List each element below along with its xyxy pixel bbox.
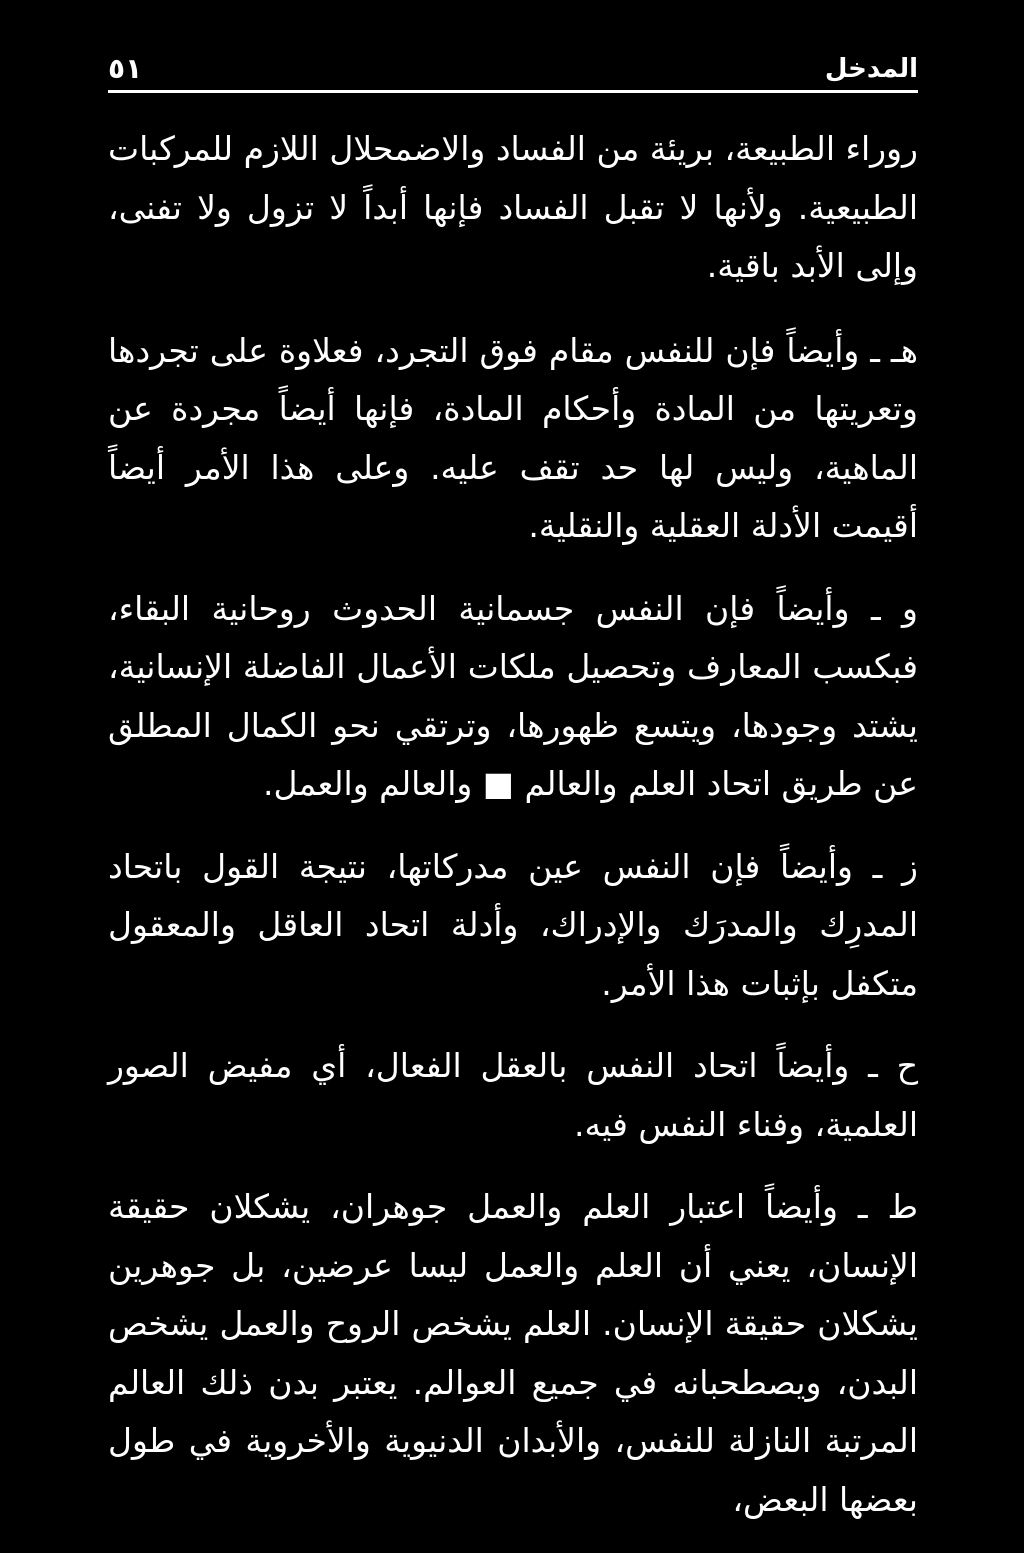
paragraph-intro: روراء الطبيعة، بريئة من الفساد والاضمحلال اللازم للمركبات الطبيعية. ولأنها لا تقبل الفساد فإنها أبداً لا تزول ولا تفنى، وإلى الأبد باقية. <box>108 129 918 285</box>
paragraph-he: هـ ـ وأيضاً فإن للنفس مقام فوق التجرد، فعلاوة على تجردها وتعريتها من المادة وأحكام المادة، فإنها أيضاً مجردة عن الماهية، وليس لها حد تقف عليه. وعلى هذا الأمر أيضاً أقيمت الأدلة العقلية والنقلية. <box>108 330 918 545</box>
running-head <box>108 48 918 88</box>
paragraph-ta: ط ـ وأيضاً اعتبار العلم والعمل جوهران، يشكلان حقيقة الإنسان، يعني أن العلم والعمل ليسا عرضين، بل جوهرين يشكلان حقيقة الإنسان. العلم يشخص الروح والعمل يشخص البدن، ويصطحبانه في جميع العوالم. يعتبر بدن ذلك العالم المرتبة النازلة للنفس، والأبدان الدنيوية والأخروية في طول بعضها البعض، <box>108 1187 918 1519</box>
header-divider <box>108 90 918 93</box>
body-text <box>108 120 918 1553</box>
paragraph-waw: و ـ وأيضاً فإن النفس جسمانية الحدوث روحانية البقاء، فبكسب المعارف وتحصيل ملكات الأعمال الفاضلة الإنسانية، يشتد وجودها، ويتسع ظهورها، وترتقي نحو الكمال المطلق عن طريق اتحاد العلم والعالم ■ والعالم والعمل. <box>108 588 918 803</box>
chapter-title: المدخل <box>824 54 918 84</box>
paragraph-zay: ز ـ وأيضاً فإن النفس عين مدركاتها، نتيجة القول باتحاد المدرِك والمدرَك والإدراك، وأدلة اتحاد العاقل والمعقول متكفل بإثبات هذا الأمر. <box>108 846 918 1003</box>
page-number: ٥١ <box>108 52 143 85</box>
paragraph-ha: ح ـ وأيضاً اتحاد النفس بالعقل الفعال، أي مفيض الصور العلمية، وفناء النفس فيه. <box>108 1046 918 1144</box>
